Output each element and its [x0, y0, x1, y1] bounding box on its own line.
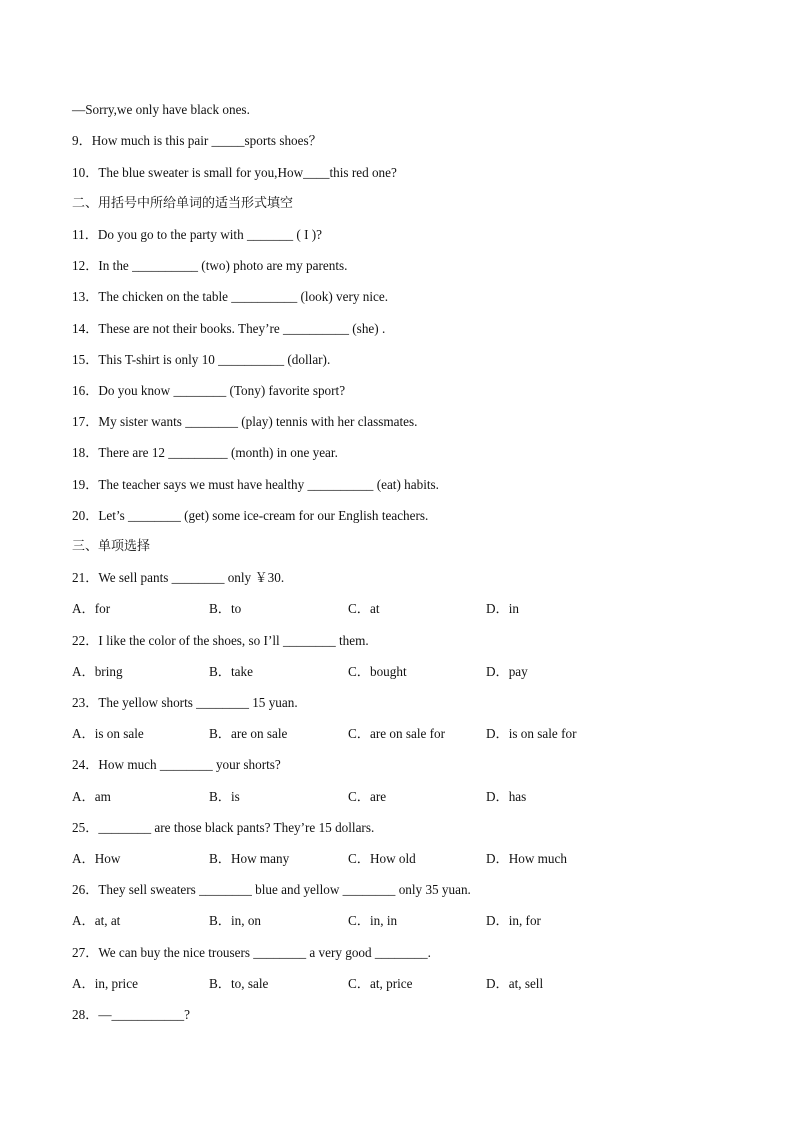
option-24-b: B．is [209, 789, 240, 804]
question-11: 11．Do you go to the party with _______ ( I )? [72, 227, 323, 242]
question-21: 21．We sell pants ________ only ￥30. [72, 570, 285, 585]
option-23-a: A．is on sale [72, 726, 144, 741]
option-23-c: C．are on sale for [348, 726, 446, 741]
option-22-b: B．take [209, 664, 253, 679]
option-24-c: C．are [348, 789, 387, 804]
option-21-a: A．for [72, 601, 111, 616]
option-24-d: D．has [486, 789, 527, 804]
option-25-b: B．How many [209, 851, 290, 866]
question-26: 26．They sell sweaters ________ blue and yellow ________ only 35 yuan. [72, 882, 471, 897]
question-10: 10．The blue sweater is small for you,How____this red one? [72, 165, 397, 180]
question-17: 17．My sister wants ________ (play) tennis with her classmates. [72, 414, 418, 429]
option-21-c: C．at [348, 601, 380, 616]
option-27-b: B．to, sale [209, 976, 269, 991]
option-25-c: C．How old [348, 851, 416, 866]
section-heading-3: 三、单项选择 [72, 539, 151, 554]
question-16: 16．Do you know ________ (Tony) favorite sport? [72, 383, 346, 398]
option-27-a: A．in, price [72, 976, 138, 991]
option-26-a: A．at, at [72, 913, 121, 928]
question-15: 15．This T-shirt is only 10 __________ (dollar). [72, 352, 331, 367]
option-22-c: C．bought [348, 664, 407, 679]
option-27-c: C．at, price [348, 976, 413, 991]
question-27: 27．We can buy the nice trousers ________ a very good ________. [72, 945, 431, 960]
option-26-b: B．in, on [209, 913, 262, 928]
option-23-b: B．are on sale [209, 726, 288, 741]
section-heading-2: 二、用括号中所给单词的适当形式填空 [72, 196, 294, 211]
option-25-d: D．How much [486, 851, 567, 866]
question-14: 14．These are not their books. They’re __________ (she) . [72, 321, 386, 336]
option-25-a: A．How [72, 851, 121, 866]
question-22: 22．I like the color of the shoes, so I’ll ________ them. [72, 633, 369, 648]
option-26-c: C．in, in [348, 913, 398, 928]
option-23-d: D．is on sale for [486, 726, 577, 741]
option-22-d: D．pay [486, 664, 528, 679]
question-25: 25．________ are those black pants? They’re 15 dollars. [72, 820, 375, 835]
question-28: 28．—___________? [72, 1007, 190, 1022]
option-22-a: A．bring [72, 664, 123, 679]
question-19: 19．The teacher says we must have healthy __________ (eat) habits. [72, 477, 439, 492]
option-21-b: B．to [209, 601, 242, 616]
option-21-d: D．in [486, 601, 519, 616]
option-26-d: D．in, for [486, 913, 541, 928]
question-20: 20．Let’s ________ (get) some ice-cream for our English teachers. [72, 508, 429, 523]
question-9: 9．How much is this pair _____sports shoes？ [72, 133, 322, 148]
question-24: 24．How much ________ your shorts? [72, 757, 281, 772]
option-27-d: D．at, sell [486, 976, 544, 991]
option-24-a: A．am [72, 789, 111, 804]
question-13: 13．The chicken on the table __________ (look) very nice. [72, 289, 389, 304]
question-23: 23．The yellow shorts ________ 15 yuan. [72, 695, 298, 710]
question-12: 12．In the __________ (two) photo are my parents. [72, 258, 348, 273]
question-18: 18．There are 12 _________ (month) in one year. [72, 445, 338, 460]
answer-line: —Sorry,we only have black ones. [72, 102, 250, 117]
